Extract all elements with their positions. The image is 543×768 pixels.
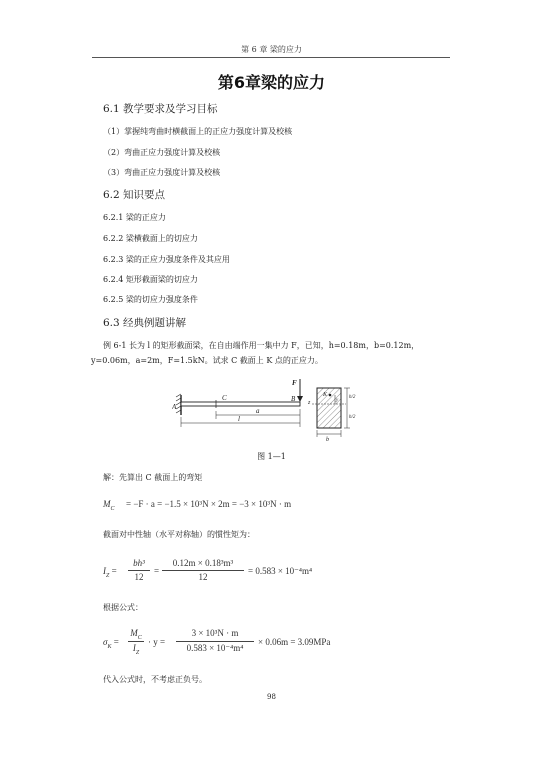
formula-intro: 根据公式： bbox=[103, 603, 143, 612]
list-item: （1）掌握纯弯曲时横截面上的正应力强度计算及校核 bbox=[103, 127, 293, 136]
label-K: K bbox=[323, 392, 328, 398]
stress-denominator-2: 0.583 × 10⁻⁴m⁴ bbox=[186, 643, 244, 653]
fraction-line bbox=[128, 570, 150, 571]
fraction-line bbox=[176, 641, 254, 642]
stress-numerator-1: $M_C$ bbox=[130, 628, 142, 641]
label-l: l bbox=[238, 415, 240, 423]
label-y: y bbox=[336, 398, 339, 403]
section-heading-6-3: 6.3 经典例题讲解 bbox=[103, 317, 187, 329]
list-item: 6.2.1 梁的正应力 bbox=[103, 213, 166, 222]
stress-result: × 0.06m = 3.09MPa bbox=[258, 637, 331, 647]
running-header: 第 6 章 梁的应力 bbox=[241, 45, 302, 54]
stress-numerator-2: 3 × 10³N · m bbox=[191, 628, 239, 638]
inertia-intro: 截面对中性轴（水平对称轴）的惯性矩为： bbox=[103, 530, 255, 539]
equals-sign: = bbox=[154, 566, 160, 576]
label-h-half-bottom: h/2 bbox=[349, 415, 356, 420]
label-h-half-top: h/2 bbox=[349, 395, 356, 400]
inertia-denominator-1: 12 bbox=[134, 572, 144, 582]
label-F: F bbox=[292, 379, 297, 387]
fraction-line bbox=[162, 570, 244, 571]
label-B: B bbox=[291, 395, 296, 403]
moment-equation: = −F · a = −1.5 × 10³N × 2m = −3 × 10³N · m bbox=[126, 499, 292, 509]
solution-intro: 解：先算出 C 截面上的弯矩 bbox=[103, 473, 203, 482]
chapter-title: 第6章梁的应力 bbox=[217, 73, 326, 92]
list-item: （3）弯曲正应力强度计算及校核 bbox=[103, 168, 221, 177]
label-b: b bbox=[326, 437, 329, 441]
label-A: A bbox=[172, 403, 177, 411]
list-item: 6.2.3 梁的正应力强度条件及其应用 bbox=[103, 255, 230, 264]
fraction-line bbox=[128, 641, 144, 642]
stress-denominator-1: $I_Z$ bbox=[132, 643, 140, 656]
label-a: a bbox=[256, 407, 260, 415]
inertia-symbol: $I_Z$ = bbox=[103, 566, 117, 579]
moment-symbol: $M_C$ bbox=[103, 499, 115, 512]
inertia-denominator-2: 12 bbox=[198, 572, 208, 582]
example-text-line: y=0.06m，a=2m，F=1.5kN。试求 C 截面上 K 点的正应力。 bbox=[91, 356, 323, 365]
list-item: 6.2.2 梁横截面上的切应力 bbox=[103, 234, 198, 243]
example-text-line: 例 6-1 长为 l 的矩形截面梁，在自由端作用一集中力 F，已知，h=0.18m，b=0.12m， bbox=[103, 341, 420, 350]
stress-mid: · y = bbox=[148, 637, 166, 647]
list-item: 6.2.5 梁的切应力强度条件 bbox=[103, 295, 198, 304]
note-text: 代入公式时，不考虑正负号。 bbox=[103, 675, 207, 684]
page-number: 98 bbox=[267, 693, 276, 701]
cross-section bbox=[317, 388, 341, 428]
inertia-numerator-2: 0.12m × 0.18³m³ bbox=[172, 558, 234, 568]
stress-symbol: $\sigma_K$ = bbox=[103, 637, 119, 650]
label-z: z bbox=[308, 400, 311, 406]
force-arrow bbox=[297, 396, 303, 402]
section-heading-6-1: 6.1 教学要求及学习目标 bbox=[103, 103, 218, 115]
figure-caption: 图 1—1 bbox=[257, 452, 286, 461]
inertia-numerator-1: bh³ bbox=[133, 558, 145, 568]
beam-figure bbox=[172, 375, 380, 441]
list-item: （2）弯曲正应力强度计算及校核 bbox=[103, 148, 221, 157]
point-K bbox=[329, 394, 332, 397]
section-heading-6-2: 6.2 知识要点 bbox=[103, 189, 166, 201]
list-item: 6.2.4 矩形截面梁的切应力 bbox=[103, 275, 198, 284]
inertia-result: = 0.583 × 10⁻⁴m⁴ bbox=[248, 566, 313, 576]
header-rule bbox=[92, 57, 450, 58]
beam bbox=[181, 402, 300, 406]
label-C: C bbox=[222, 394, 227, 402]
fixed-support bbox=[176, 394, 181, 415]
